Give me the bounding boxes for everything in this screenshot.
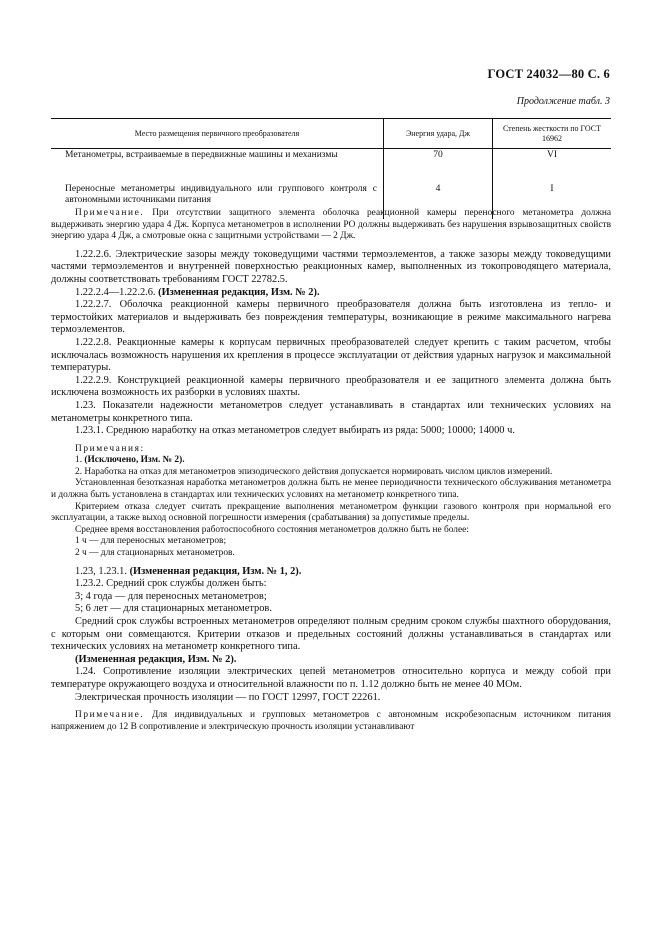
clause-1-24: 1.24. Сопротивление изоляции электрических цепей метанометров относительно корпуса и между собой при температуре окружающего воздуха и относительной влажности по п. 1.12 должно быть не менее 40 МОм. [51,666,611,690]
notes-heading [51,444,611,456]
note-item-4: Критерием отказа следует считать прекращение выполнения метанометром функции газового контроля при нормальной его эксплуатации, а также выход основной погрешности измерения (срабатывания) за допустимые пределы. [51,501,611,524]
service-life-item: 5; 6 лет — для стационарных метанометров. [75,603,272,615]
amendment-text: (Измененная редакция, Изм. № 2). [158,286,320,298]
note-item-6: 1 ч — для переносных метанометров; [75,536,227,547]
note-text: При отсутствии защитного элемента оболочка реакционной камеры переносного метанометра должна выдерживать энергию удара 4 Дж. Корпуса метанометров в исполнении РО должны выдерживать без нарушения взрывозащитных свойств энергию удара 4 Дж, а смотровые окна с защитными устройствами — 2 Дж. [51,208,612,242]
amendment-note [51,287,611,300]
service-life-item: 3; 4 года — для переносных метанометров; [75,590,267,602]
note-label: Примечание. [75,208,145,218]
note-item-5: Среднее время восстановления работоспособного состояния метанометров должно быть не более: [75,524,469,535]
clause-1-22-2-6: 1.22.2.6. Электрические зазоры между токоведущими частями термоэлементов, а также зазоры между токоведущими частями термоэлементов и внутренней поверхностью реакционных камер, выполненных из токопроводящего материала, должны соответствовать требованиям ГОСТ 22782.5. [51,248,611,285]
impact-energy-table [51,118,611,219]
note-excluded: (Исключено, Изм. № 2). [84,455,185,466]
clause-1-23-1: 1.23.1. Среднюю наработку на отказ метанометров следует выбирать из ряда: 5000; 10000; 14000 ч. [75,425,515,437]
cell-severity: VI [493,149,612,184]
amendment-note [51,654,611,667]
amendment-ref: 1.22.2.4—1.22.2.6. [75,286,156,298]
amendment-note [51,566,611,579]
cell-place: Переносные метанометры индивидуального или группового контроля с автономными источниками питания [65,184,377,206]
cell-place: Метанометры, встраиваемые в передвижные машины и механизмы [65,150,338,160]
note-item-1 [51,455,611,467]
column-header-place: Место размещения первичного преобразователя [51,119,384,149]
note-item-7: 2 ч — для стационарных метанометров. [75,548,235,559]
amendment-text: (Измененная редакция, Изм. № 2). [75,653,237,665]
document-body [51,208,611,733]
table-continuation-label: Продолжение табл. 3 [516,96,610,107]
clause-1-23-2: 1.23.2. Средний срок службы должен быть: [75,578,267,590]
note-table [51,208,611,243]
column-header-energy: Энергия удара, Дж [384,119,493,149]
note-item-3: Установленная безотказная наработка метанометров должна быть не менее периодичности технического обслуживания метанометра и должна быть установлена в стандартах или технических условиях на метанометр конкретного типа. [51,478,611,501]
note-label: Примечание. [75,710,145,721]
cell-severity: I [493,183,612,219]
clause-1-22-2-8: 1.22.2.8. Реакционные камеры к корпусам первичных преобразователей следует крепить с таким расчетом, чтобы исключалась возможность нарушения их крепления в процессе эксплуатации от действия ударных нагрузок и максимальной температуры. [51,336,611,374]
clause-1-22-2-9: 1.22.2.9. Конструкцией реакционной камеры первичного преобразователя и ее защитного элемента должна быть исключена возможность их разборки в условиях шахты. [51,374,611,399]
amendment-ref: 1.23, 1.23.1. [75,565,127,577]
amendment-text: (Измененная редакция, Изм. № 1, 2). [129,565,302,577]
note-insulation [51,710,611,733]
insulation-strength: Электрическая прочность изоляции — по ГОСТ 12997, ГОСТ 22261. [75,691,381,703]
notes-label: Примечания: [75,443,145,454]
column-header-severity: Степень жесткости по ГОСТ 16962 [493,119,612,149]
page-header-title: ГОСТ 24032—80 С. 6 [487,67,610,81]
table-header-row [51,119,611,149]
note-number: 1. [75,455,83,466]
cell-energy: 4 [384,183,493,219]
cell-energy: 70 [384,149,493,184]
note-text: Для индивидуальных и групповых метанометров с автономным искробезопасным источником питания напряжением до 12 В сопротивление и электрическую прочность изоляции устанавливают [51,710,611,732]
clause-1-22-2-7: 1.22.2.7. Оболочка реакционной камеры первичного преобразователя должна быть изготовлена из тепло- и термостойких материалов и выдерживать без повреждения температуры, возникающие в режиме максимального нагрева термоэлементов. [51,299,611,336]
clause-1-23: 1.23. Показатели надежности метанометров следует устанавливать в стандартах или технических условиях на метанометры конкретного типа. [51,399,611,424]
note-item-2: 2. Наработка на отказ для метанометров эпизодического действия допускается нормировать числом циклов измерений. [75,466,553,477]
service-life-paragraph: Средний срок службы встроенных метанометров определяют полным средним сроком службы шахтного оборудования, с которым они совмещаются. Критерии отказов и предельных состояний должны устанавливаться в стандартах или технических условиях на метанометр конкретного типа. [51,616,611,653]
table-row [51,149,611,184]
